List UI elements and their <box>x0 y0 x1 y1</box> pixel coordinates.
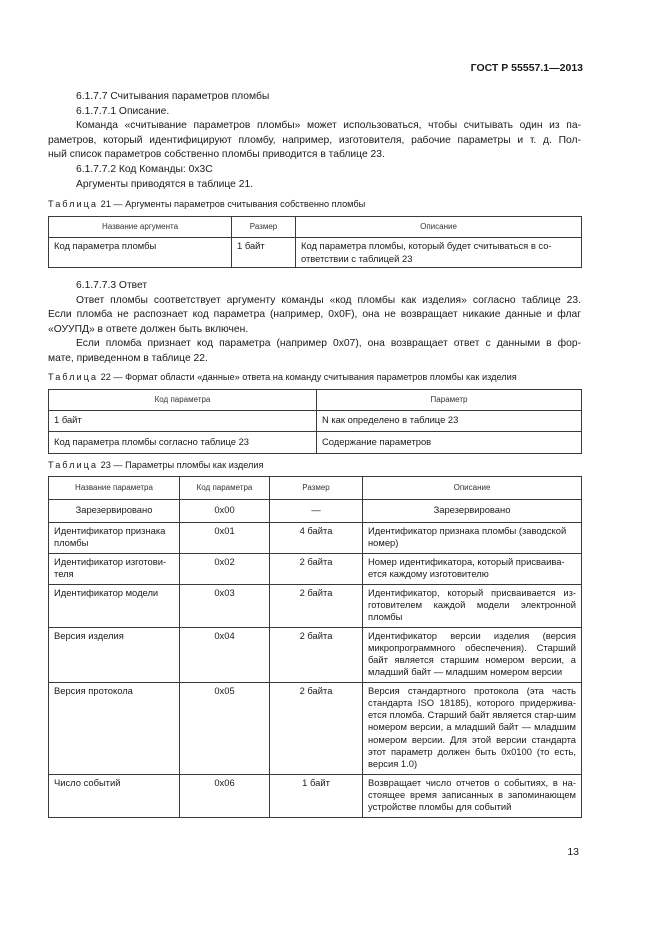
column-header: Описание <box>296 217 582 238</box>
table-header-row <box>49 390 582 411</box>
page-number: 13 <box>567 846 579 858</box>
table-cell: Число событий <box>49 774 180 817</box>
paragraph-line: мате, приведенном в таблице 22. <box>48 352 208 364</box>
column-header: Размер <box>232 217 296 238</box>
table-cell: Зарезервировано <box>49 500 180 522</box>
table-22 <box>48 389 582 454</box>
table-cell: Версия протокола <box>49 682 180 774</box>
table-cell: Идентификатор модели <box>49 584 180 627</box>
column-header: Название параметра <box>49 477 180 500</box>
paragraph-line: Если пломба признает код параметра (например 0x07), она возвращает ответ с данными в фор- <box>76 338 581 350</box>
table-cell: Код параметра пломбы, который будет считываться в со-ответствии с таблицей 23 <box>296 238 582 268</box>
subsection-command-code: 6.1.7.7.2 Код Команды: 0x3C <box>76 163 213 175</box>
table-cell: Возвращает число отчетов о событиях, в на-стоящее время записанных в запоминающем устройстве пломбы для событий <box>363 774 582 817</box>
paragraph-line: «ОУУПД» в ответе должен быть включен. <box>48 323 249 335</box>
column-header: Название аргумента <box>49 217 232 238</box>
table-header-row <box>49 217 582 238</box>
table-cell: Версия стандартного протокола (эта часть стандарта ISO 18185), которого придержива-ется пломба. Старший байт является стар-шим номером версии, а младший байт — младшим номером версии. Для этой версии стандарта этот параметр должен быть 0x0100 (то есть, версия 1.0) <box>363 682 582 774</box>
paragraph-line: Если пломба не распознает код параметра (например, 0x0F), она не возвращает никакие данные и флаг <box>48 309 581 321</box>
column-header: Код параметра <box>49 390 317 411</box>
table-row <box>49 500 582 522</box>
table-23 <box>48 476 582 818</box>
table-cell: 0x00 <box>180 500 270 522</box>
section-6-1-7-7-3 <box>48 279 581 367</box>
table-cell: 2 байта <box>270 553 363 584</box>
table-21-caption: Таблица 21 — Аргументы параметров считывания собственно пломбы <box>48 199 366 209</box>
table-cell: Код параметра пломбы <box>49 238 232 268</box>
table-cell: Зарезервировано <box>363 500 582 522</box>
column-header: Размер <box>270 477 363 500</box>
table-cell: Идентификатор признака пломбы <box>49 522 180 553</box>
table-cell: 2 байта <box>270 627 363 682</box>
column-header: Параметр <box>317 390 582 411</box>
table-cell: 0x03 <box>180 584 270 627</box>
table-row <box>49 522 582 553</box>
table-cell: 4 байта <box>270 522 363 553</box>
table-cell: 0x06 <box>180 774 270 817</box>
table-row <box>49 584 582 627</box>
table-cell: 1 байт <box>49 411 317 431</box>
subsection-description: 6.1.7.7.1 Описание. <box>76 105 170 117</box>
table-row <box>49 682 582 774</box>
table-row <box>49 774 582 817</box>
section-title: 6.1.7.7.3 Ответ <box>76 280 148 291</box>
table-cell: Идентификатор изготови-теля <box>49 553 180 584</box>
section-6-1-7-7 <box>48 90 581 192</box>
table-cell: — <box>270 500 363 522</box>
table-cell: Номер идентификатора, который присваива-ется каждому изготовителю <box>363 553 582 584</box>
table-cell: Идентификатор версии изделия (версия микропрограммного обеспечения). Старший байт является старшим номером версии, а младший байт — младшим номером версии <box>363 627 582 682</box>
table-cell: 0x05 <box>180 682 270 774</box>
table-cell: Содержание параметров <box>317 431 582 453</box>
table-row <box>49 553 582 584</box>
table-row <box>49 627 582 682</box>
table-23-caption: Таблица 23 — Параметры пломбы как изделия <box>48 460 264 470</box>
paragraph-line: Ответ пломбы соответствует аргументу команды «код пломбы как изделия» согласно таблице 23. <box>76 294 581 306</box>
table-cell: Код параметра пломбы согласно таблице 23 <box>49 431 317 453</box>
table-cell: 0x02 <box>180 553 270 584</box>
table-22-caption: Таблица 22 — Формат области «данные» ответа на команду считывания параметров пломбы как изделия <box>48 372 517 382</box>
table-cell: 1 байт <box>232 238 296 268</box>
table-cell: 2 байта <box>270 584 363 627</box>
section-title: 6.1.7.7 Считывания параметров пломбы <box>76 91 270 102</box>
table-cell: 0x01 <box>180 522 270 553</box>
table-cell: Идентификатор, который присваивается из-готовителем каждой модели электронной пломбы <box>363 584 582 627</box>
document-header-id: ГОСТ Р 55557.1—2013 <box>470 62 583 74</box>
table-cell: 0x04 <box>180 627 270 682</box>
table-cell: Идентификатор признака пломбы (заводской номер) <box>363 522 582 553</box>
table-cell: 2 байта <box>270 682 363 774</box>
table-row <box>49 411 582 431</box>
table-cell: Версия изделия <box>49 627 180 682</box>
column-header: Код параметра <box>180 477 270 500</box>
arguments-note: Аргументы приводятся в таблице 21. <box>76 178 254 190</box>
table-cell: N как определено в таблице 23 <box>317 411 582 431</box>
paragraph-line: раметров, который идентифицируют пломбу, например, изготовителя, рабочие параметры и т. д. Пол- <box>48 134 581 146</box>
table-21 <box>48 216 582 268</box>
table-row <box>49 238 582 268</box>
table-header-row <box>49 477 582 500</box>
column-header: Описание <box>363 477 582 500</box>
table-row <box>49 431 582 453</box>
paragraph-line: Команда «считывание параметров пломбы» может использоваться, чтобы считывать один из па- <box>76 120 581 132</box>
paragraph-line: ный список параметров собственно пломбы приводится в таблице 23. <box>48 149 385 161</box>
table-cell: 1 байт <box>270 774 363 817</box>
